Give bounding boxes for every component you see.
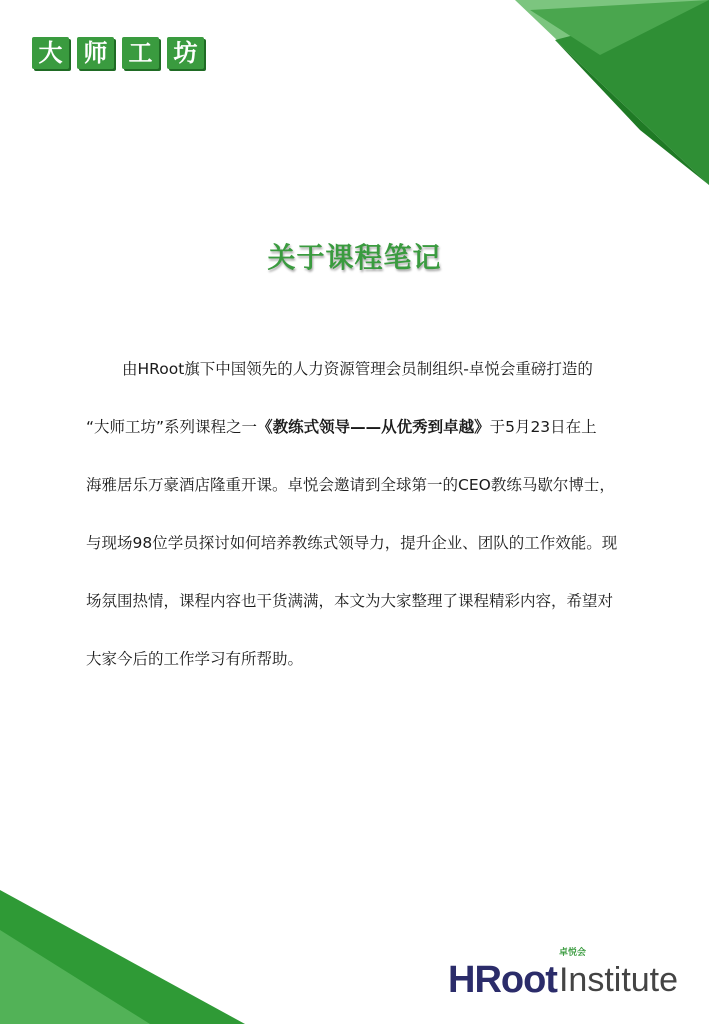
logo-tile: 工 xyxy=(122,37,159,69)
dashi-gongfang-logo xyxy=(32,37,204,69)
hroot-institute-logo xyxy=(448,948,679,1001)
institute-wordmark xyxy=(558,948,679,1000)
hroot-wordmark: HRoot xyxy=(448,959,557,1001)
paragraph-text: “大师工坊”系列课程之一 xyxy=(86,418,258,436)
institute-text: Institute xyxy=(558,961,679,999)
top-right-triangle-mid xyxy=(530,0,709,55)
paragraph-line: 由HRoot旗下中国领先的人力资源管理会员制组织-卓悦会重磅打造的 xyxy=(122,360,593,378)
logo-tile: 坊 xyxy=(167,37,204,69)
top-right-triangle-shade xyxy=(555,40,709,185)
paragraph-text: 于5月23日在上 xyxy=(489,418,597,436)
paragraph-line: 大家今后的工作学习有所帮助。 xyxy=(86,650,304,668)
page-title: 关于课程笔记 xyxy=(267,241,442,274)
bottom-left-triangle-dark xyxy=(0,890,245,1024)
paragraph-line: 与现场98位学员探讨如何培养教练式领导力，提升企业、团队的工作效能。现 xyxy=(86,534,618,552)
paragraph-line: 海雅居乐万豪酒店隆重开课。卓悦会邀请到全球第一的CEO教练马歇尔博士， xyxy=(86,476,615,494)
top-right-triangle-light xyxy=(515,0,709,185)
logo-tile: 师 xyxy=(77,37,114,69)
paragraph-line xyxy=(86,412,626,470)
zhuoyuehui-label: 卓悦会 xyxy=(558,948,586,958)
course-name: 《教练式领导——从优秀到卓越》 xyxy=(257,418,490,436)
bottom-left-triangle-light xyxy=(0,930,150,1024)
intro-paragraph xyxy=(86,354,626,702)
logo-tile: 大 xyxy=(32,37,69,69)
top-right-triangle-dark xyxy=(555,0,709,185)
paragraph-line: 场氛围热情，课程内容也干货满满，本文为大家整理了课程精彩内容，希望对 xyxy=(86,592,614,610)
